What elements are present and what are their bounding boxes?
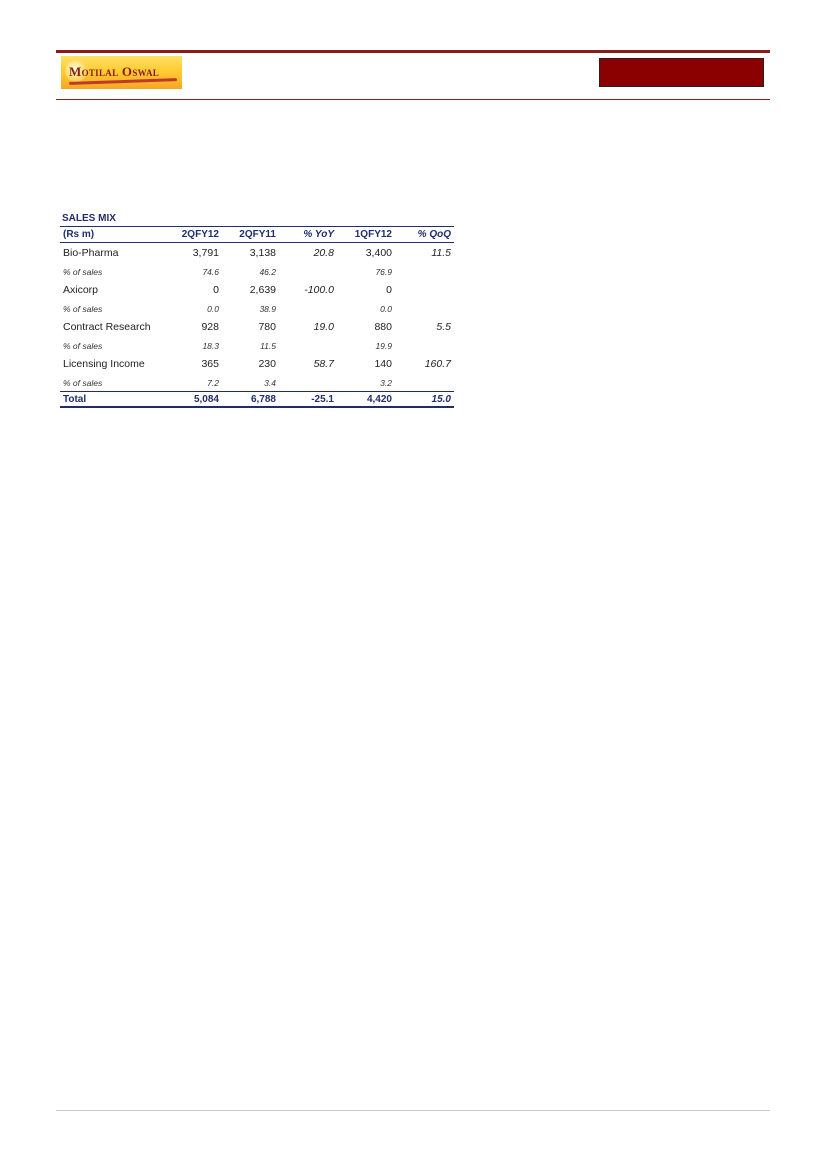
cell-2qfy11: 46.2 — [259, 266, 276, 277]
row-label: Contract Research — [63, 321, 151, 333]
column-header: % QoQ — [395, 227, 454, 243]
cell-yoy — [279, 337, 337, 354]
table-title: SALES MIX — [62, 213, 116, 224]
cell-2qfy12: 3,791 — [192, 247, 219, 259]
row-label: % of sales — [63, 340, 103, 351]
cell-1qfy12: 140 — [374, 358, 392, 370]
cell-2qfy12: 7.2 — [207, 377, 219, 388]
table-row — [60, 243, 454, 264]
cell-2qfy12: 365 — [201, 358, 219, 370]
table-row — [60, 300, 454, 317]
cell-2qfy12: 928 — [201, 321, 219, 333]
cell-qoq: 160.7 — [424, 358, 451, 370]
cell-1qfy12: 4,420 — [337, 392, 395, 408]
cell-yoy: 20.8 — [313, 247, 334, 259]
row-label: Bio-Pharma — [63, 247, 119, 259]
row-label: Licensing Income — [63, 358, 145, 370]
logo-wordmark: Motilal Oswal — [69, 64, 160, 79]
cell-yoy: 58.7 — [313, 358, 334, 370]
cell-2qfy11: 3.4 — [264, 377, 276, 388]
table-row — [60, 263, 454, 280]
column-header: 1QFY12 — [337, 227, 395, 243]
header-bottom-rule — [56, 99, 770, 100]
footer-rule — [56, 1110, 770, 1111]
row-label: % of sales — [63, 303, 103, 314]
cell-1qfy12: 76.9 — [375, 266, 392, 277]
cell-qoq — [395, 300, 454, 317]
cell-1qfy12: 0.0 — [380, 303, 392, 314]
cell-2qfy11: 230 — [258, 358, 276, 370]
cell-2qfy11: 780 — [258, 321, 276, 333]
cell-yoy: 19.0 — [313, 321, 334, 333]
table-row — [60, 337, 454, 354]
column-header: % YoY — [279, 227, 337, 243]
cell-2qfy12: 0 — [213, 284, 219, 296]
column-header: 2QFY11 — [222, 227, 279, 243]
cell-2qfy12: 74.6 — [202, 266, 219, 277]
cell-1qfy12: 3,400 — [365, 247, 392, 259]
cell-2qfy11: 3,138 — [249, 247, 276, 259]
table-row — [60, 280, 454, 300]
column-header: 2QFY12 — [172, 227, 222, 243]
row-label: Axicorp — [63, 284, 99, 296]
cell-1qfy12: 19.9 — [375, 340, 392, 351]
cell-qoq — [395, 374, 454, 392]
header-top-rule — [56, 50, 770, 53]
table-row — [60, 317, 454, 337]
cell-qoq — [395, 337, 454, 354]
cell-2qfy12: 0.0 — [207, 303, 219, 314]
cell-qoq — [395, 263, 454, 280]
cell-2qfy11: 2,639 — [249, 284, 276, 296]
column-header: (Rs m) — [60, 227, 172, 243]
header-section-box — [599, 58, 764, 87]
table-header-row — [60, 227, 454, 243]
row-label: Total — [60, 392, 172, 408]
cell-yoy — [279, 263, 337, 280]
cell-yoy — [279, 300, 337, 317]
cell-2qfy11: 6,788 — [222, 392, 279, 408]
table-row — [60, 354, 454, 374]
cell-qoq: 11.5 — [431, 247, 451, 259]
sales-mix-table — [60, 226, 454, 408]
cell-1qfy12: 3.2 — [380, 377, 392, 388]
table-total-row — [60, 392, 454, 408]
cell-yoy: -100.0 — [304, 284, 334, 296]
row-label: % of sales — [63, 266, 103, 277]
cell-1qfy12: 0 — [386, 284, 392, 296]
cell-qoq — [395, 280, 454, 300]
company-logo — [61, 56, 182, 89]
cell-1qfy12: 880 — [374, 321, 392, 333]
cell-2qfy12: 18.3 — [202, 340, 219, 351]
table-row — [60, 374, 454, 392]
cell-qoq: 15.0 — [395, 392, 454, 408]
cell-2qfy12: 5,084 — [172, 392, 222, 408]
cell-yoy: -25.1 — [279, 392, 337, 408]
cell-2qfy11: 11.5 — [260, 340, 276, 351]
cell-yoy — [279, 374, 337, 392]
sales-mix-table-block — [60, 211, 454, 408]
cell-qoq: 5.5 — [436, 321, 451, 333]
row-label: % of sales — [63, 377, 103, 388]
cell-2qfy11: 38.9 — [259, 303, 276, 314]
